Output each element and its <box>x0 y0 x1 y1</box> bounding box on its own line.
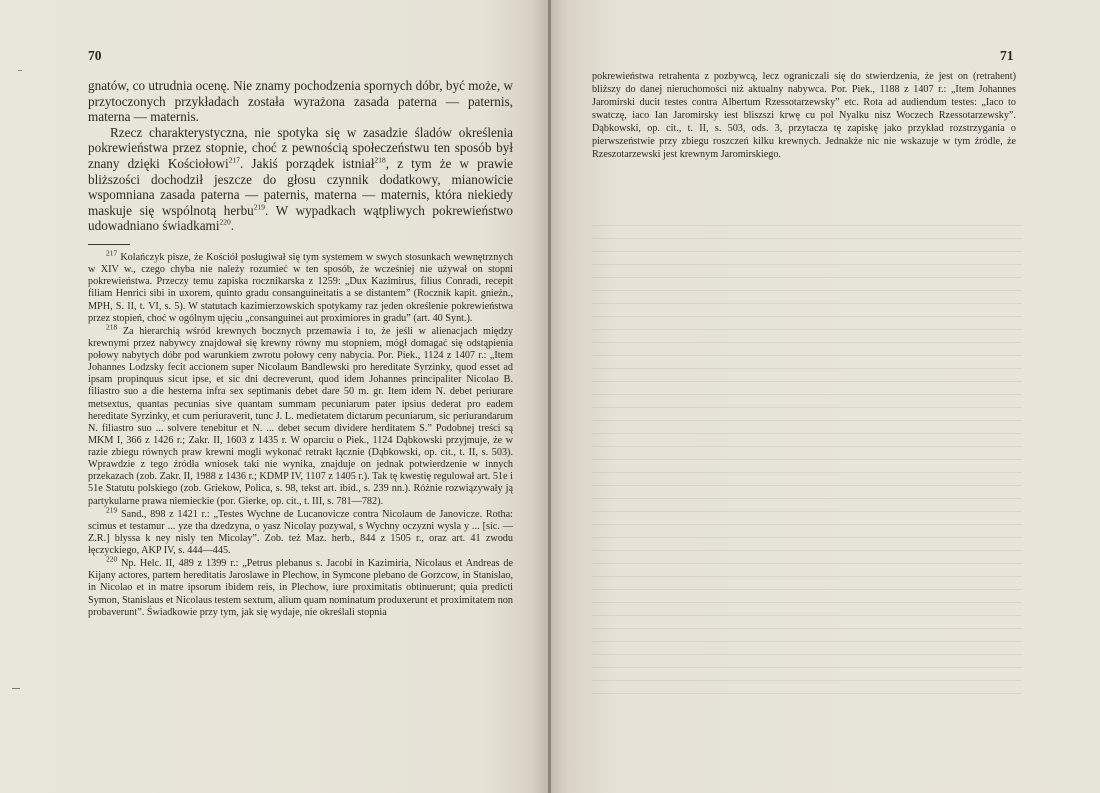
paragraph-continued: pokrewieństwa retrahenta z pozbywcą, lecz ograniczali się do stwierdzenia, że jest on (retrahent) bliższy do danej nieruchomości niż aktualny nabywca. Por. Piek., 1188 z 1407 r.: „Item Johannes Jaromirski ducit testes contra Albertum Rzessotarzewsky” etc. Rota ad audiendum testes: „Iaco to swatczę, iaco Ian Jaromirsky iest bliszszi krwę cu pol Nyalku nisz Woczech Rzessotarzewsky”. Dąbkowski, op. cit., t. II, s. 503, ods. 3, przytacza tę zapiskę jako przykład rozstrzygania o pierwszeństwie przy zbiegu roszczeń kilku krewnych. Jednakże nic nie wskazuje w tym źródle, że Rzeszotarzewski jest krewnym Jaromirskiego. <box>592 71 1016 160</box>
main-text <box>88 78 513 234</box>
show-through <box>592 225 1022 695</box>
footnote-ref: 218 <box>374 155 386 165</box>
footnote-ref: 217 <box>228 155 240 165</box>
page-number-left: 70 <box>88 48 102 63</box>
paragraph-2: Rzecz charakterystyczna, nie spotyka się w zasadzie śladów określenia pokrewieństwa przez stopnie, choć z pewnością społeczeństwu ten sposób był znany dzięki Kościołowi$^{217}$. Jakiś porządek istniał$^{218}$, z tym że w prawie bliższości dochodził jeszcze do głosu czynnik dodatkowy, mianowicie wspomniana zasada paterna — paternis, materna — maternis, która niekiedy maskuje się wspólnotą herbu$^{219}$. W wypadkach wątpliwych pokrewieństwo udowadniano świadkami$^{220}$. <box>88 124 514 234</box>
footnote-218: $^{218}$ Za hierarchią wśród krewnych bocznych przemawia i to, że jeśli w alienacjach między krewnymi przez nabywcy znajdował się krewny równy mu stopniem, mógł domagać się odstąpienia połowy nabytych dóbr pod warunkiem zwrotu połowy ceny nabycia. Por. Piek., 1124 z 1407 r.: „Item Johannes Lodzsky fecit accionem super Nicolaum Bandlewski pro hereditate Syrzinky, quod esset ad ipsam propinquus sicut ipse, et sic dni decreverunt, quod idem Johannes principaliter Nicolao B. filiastro suo a die hesterna infra sex septimanis debet dare 50 m. gr. Item idem N. debet periurare metsextus, quantas pecunias sive quantam summam pecuniarum pater ipsius dederat pro eadem hereditate Syrzinky, et cum periuraverit, tunc J. L. medietatem dictarum pecuniarum, sic periurandarum N. filiastro suo ... solvere tenebitur et N. ... debet secum dividere herditatem S.” Podobnej treści są MKM I, 366 z 1426 r.; Zakr. II, 1603 z 1435 r. W oparciu o Piek., 1124 Dąbkowski przyjmuje, że w razie zbiegu równych praw krewni mogli wykonać retrakt łącznie (Dąbkowski, op. cit., t. II, s. 503). Wprawdzie z tego źródła wniosek taki nie wynika, znajduje on jednak potwierdzenie w innych przekazach (zob. Zakr. II, 1988 z 1436 r.; KDMP IV, 1107 z 1405 r.). Tak tę kwestię regulował art. 51e i 51e Statutu polskiego (zob. Griekow, Polica, s. 98, tekst art. ibid., s. 239 nn.). Różnie rozwiązywały ją partykularne prawa niemieckie (por. Gierke, op. cit., t. III, s. 781—782). <box>88 322 514 507</box>
footnote-ref: 219 <box>253 202 266 212</box>
left-page <box>0 0 549 793</box>
right-text <box>592 70 1016 161</box>
footnote-217: $^{217}$ Kolańczyk pisze, że Kościół posługiwał się tym systemem w swych stosunkach wewnętrznych w XIV w., czego chyba nie należy rozumieć w ten sposób, że wcześniej nie używał on stopni pokrewieństwa. Przeczy temu zapiska rocznikarska z 1259: „Dux Kazimirus, filius Conradi, recepit filiam Henrici sibi in uxorem, quinto gradu consanguineitatis a se distantem” (Rocznik kapit. gnieźn., MPH, S. II, t. VI, s. 5). W statutach kazimierzowskich spotykamy raz jeden określenie pokrewieństwa przez stopień, choć w ogólnym ujęciu „consanguinei aut proximiores in gradu” (art. 40 Synt.). <box>88 248 513 324</box>
paragraph-1: gnatów, co utrudnia ocenę. Nie znamy pochodzenia spornych dóbr, być może, w przytoczonych przykładach została wyrażona zasada paterna — paternis, materna — maternis. <box>88 78 513 125</box>
footnote-219: $^{219}$ Sand., 898 z 1421 r.: „Testes Wychne de Lucanovicze contra Nicolaum de Janovicze. Rotha: scimus et testamur ... yze tha dzedzyna, o yasz Nicolay pozywal, s Wychny oczyzni wysla y ... [sic. — Z.R.] blyssa k ney nisly ten Micolay”. Zob. też Maz. herb., 844 z 1505 r., oraz art. 41 zwodu łęczyckiego, AKP IV, s. 444—445. <box>88 505 514 556</box>
page-number-right: 71 <box>1000 48 1014 63</box>
footnotes <box>88 248 514 619</box>
margin-mark <box>12 688 20 689</box>
footnote-220: $^{220}$ Np. Helc. II, 489 z 1399 r.: „Petrus plebanus s. Jacobi in Kazimiria, Nicolaus et Andreas de Kijany actores, partem hereditatis Jaroslawe in Plechow, in Symcone plebano de Gorzcow, in Stanislao, in Nicolao et in matre ipsorum ibidem reis, in Plechow, iure proximitatis obtinuerunt; quia predicti Symon, Stanislaus et Nicolaus testem sextum, alium quam nominatum produxerunt et proximitatem non probaverunt”. Świadkowie przy tym, jak się wydaje, nie określali stopnia <box>88 554 514 618</box>
footnote-divider <box>88 244 130 245</box>
footnote-ref: 220 <box>219 217 231 227</box>
margin-mark <box>18 70 22 71</box>
